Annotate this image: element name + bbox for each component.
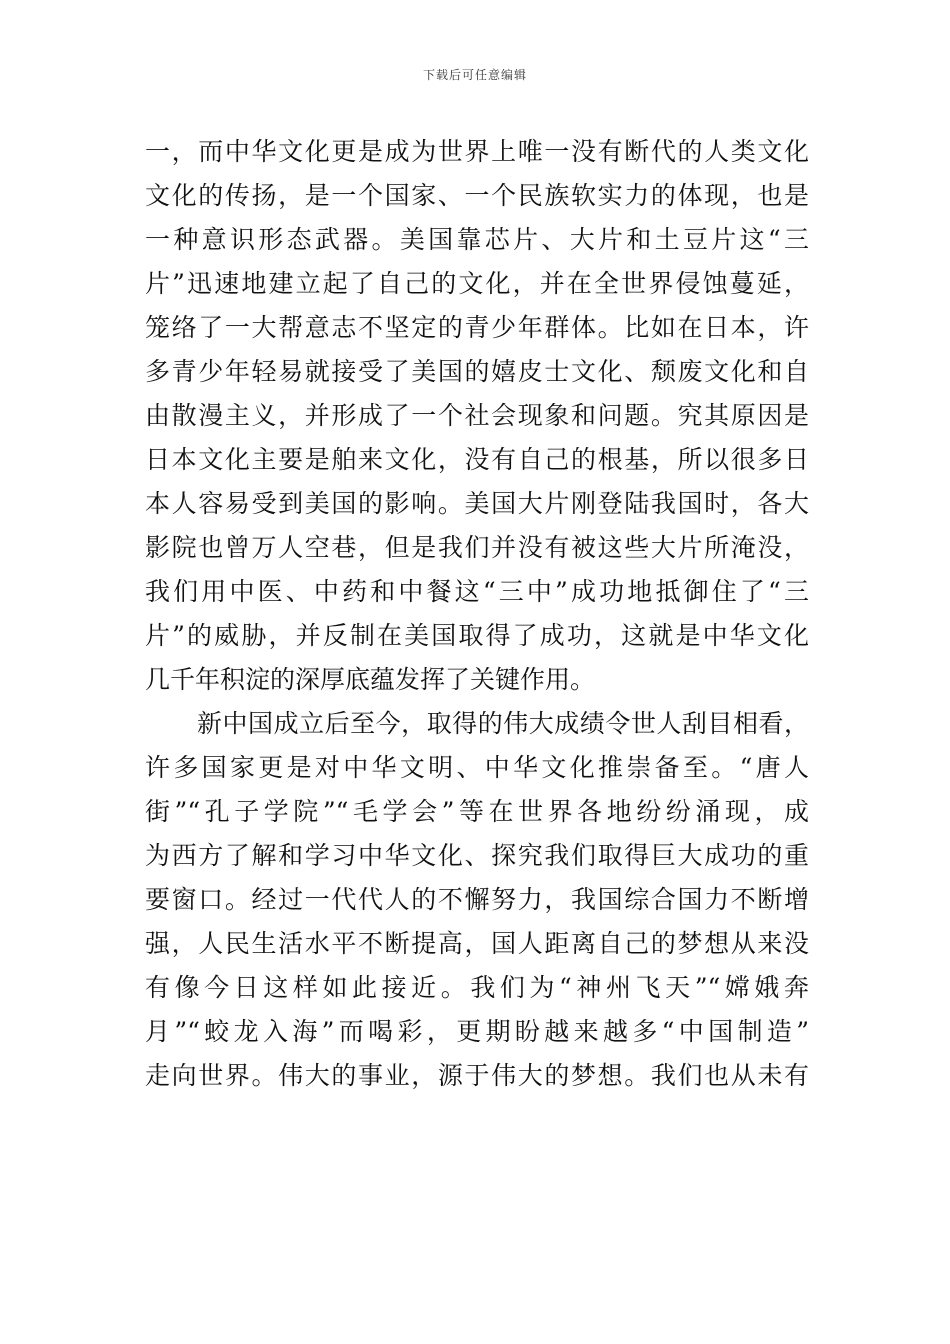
body-text [145,130,809,1098]
text-line: 片”迅速地建立起了自己的文化，并在全世界侵蚀蔓延， [145,269,809,298]
text-line: 一，而中华文化更是成为世界上唯一没有断代的人类文化 [145,137,809,166]
text-line: 由散漫主义，并形成了一个社会现象和问题。究其原因是 [145,401,809,430]
text-line: 为西方了解和学习中华文化、探究我们取得巨大成功的重 [145,841,809,870]
text-line: 笼络了一大帮意志不坚定的青少年群体。比如在日本，许 [145,313,809,342]
header-note: 下载后可任意编辑 [422,68,527,82]
text-line: 片”的威胁，并反制在美国取得了成功，这就是中华文化 [145,621,809,650]
text-line: 要窗口。经过一代代人的不懈努力，我国综合国力不断增 [145,885,809,914]
text-line: 走向世界。伟大的事业，源于伟大的梦想。我们也从未有 [145,1061,809,1090]
text-line: 一种意识形态武器。美国靠芯片、大片和土豆片这“三 [145,225,809,254]
text-line: 本人容易受到美国的影响。美国大片刚登陆我国时，各大 [145,489,809,518]
paragraph-first-line: 新中国成立后至今，取得的伟大成绩令世人刮目相看， [197,709,809,738]
text-line: 强，人民生活水平不断提高，国人距离自己的梦想从来没 [145,929,809,958]
text-line: 月”“蛟龙入海”而喝彩，更期盼越来越多“中国制造” [145,1017,809,1046]
text-line: 我们用中医、中药和中餐这“三中”成功地抵御住了“三 [145,577,809,606]
text-line: 文化的传扬，是一个国家、一个民族软实力的体现，也是 [145,181,809,210]
text-line: 影院也曾万人空巷，但是我们并没有被这些大片所淹没， [145,533,809,562]
text-line: 日本文化主要是舶来文化，没有自己的根基，所以很多日 [145,445,809,474]
text-line: 街”“孔子学院”“毛学会”等在世界各地纷纷涌现，成 [145,797,809,826]
text-line: 几千年积淀的深厚底蕴发挥了关键作用。 [145,665,596,694]
text-line: 许多国家更是对中华文明、中华文化推崇备至。“唐人 [145,753,809,782]
text-line: 有像今日这样如此接近。我们为“神州飞天”“嫦娥奔 [145,973,809,1002]
text-line: 多青少年轻易就接受了美国的嬉皮士文化、颓废文化和自 [145,357,809,386]
